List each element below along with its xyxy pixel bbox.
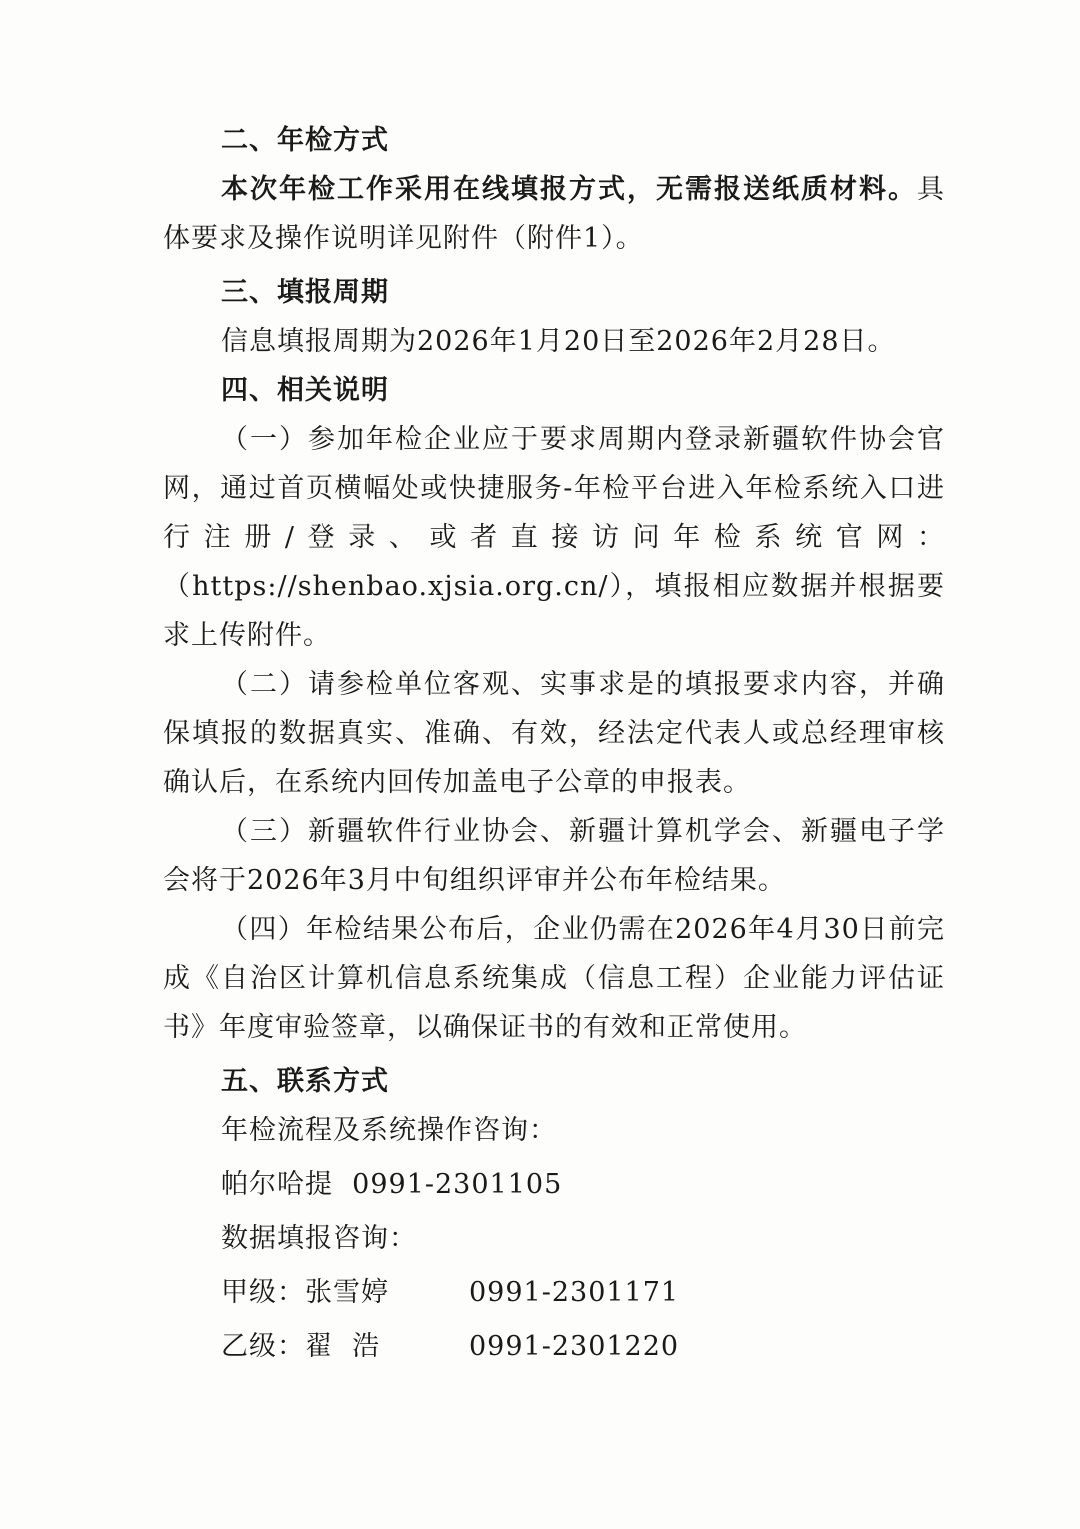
- section3-heading: 三、填报周期: [221, 277, 389, 308]
- section4-item-3: （三）新疆软件行业协会、新疆计算机学会、新疆电子学会将于2026年3月中旬组织评审并公布年检结果。: [163, 816, 945, 896]
- section2-paragraph: [163, 165, 945, 263]
- section4-item-1: （一）参加年检企业应于要求周期内登录新疆软件协会官网，通过首页横幅处或快捷服务-年检平台进入年检系统入口进行注册/登录、或者直接访问年检系统官网：（https://shenbao.xjsia.org.cn/），填报相应数据并根据要求上传附件。: [163, 424, 945, 651]
- section5-heading: 五、联系方式: [221, 1066, 389, 1097]
- contact-row-grade-b: [163, 1322, 945, 1371]
- section2-bold-text: 本次年检工作采用在线填报方式，无需报送纸质材料。: [221, 174, 917, 205]
- section2-heading: 二、年检方式: [221, 125, 389, 156]
- section4-item-2: （二）请参检单位客观、实事求是的填报要求内容，并确保填报的数据真实、准确、有效，经法定代表人或总经理审核确认后，在系统内回传加盖电子公章的申报表。: [163, 669, 945, 798]
- section4-item-4: （四）年检结果公布后，企业仍需在2026年4月30日前完成《自治区计算机信息系统集成（信息工程）企业能力评估证书》年度审验签章，以确保证书的有效和正常使用。: [163, 914, 945, 1043]
- contact-row-grade-a: [163, 1268, 945, 1317]
- process-consult-label: 年检流程及系统操作咨询：: [221, 1115, 557, 1146]
- process-consult-contact: 帕尔哈提 0991-2301105: [221, 1169, 563, 1200]
- section4-heading: 四、相关说明: [221, 375, 389, 406]
- contact-phone: 0991-2301220: [469, 1331, 680, 1362]
- section2-rest-text: 具体要求及操作说明详见附件（附件1）。: [163, 174, 945, 254]
- contact-name: 甲级：张雪婷: [221, 1277, 389, 1308]
- document-body: [163, 116, 945, 1371]
- contact-phone: 0991-2301171: [469, 1277, 680, 1308]
- data-consult-label: 数据填报咨询：: [221, 1223, 417, 1254]
- contact-name: 乙级：翟 浩: [221, 1331, 381, 1362]
- section3-paragraph: 信息填报周期为2026年1月20日至2026年2月28日。: [221, 326, 896, 357]
